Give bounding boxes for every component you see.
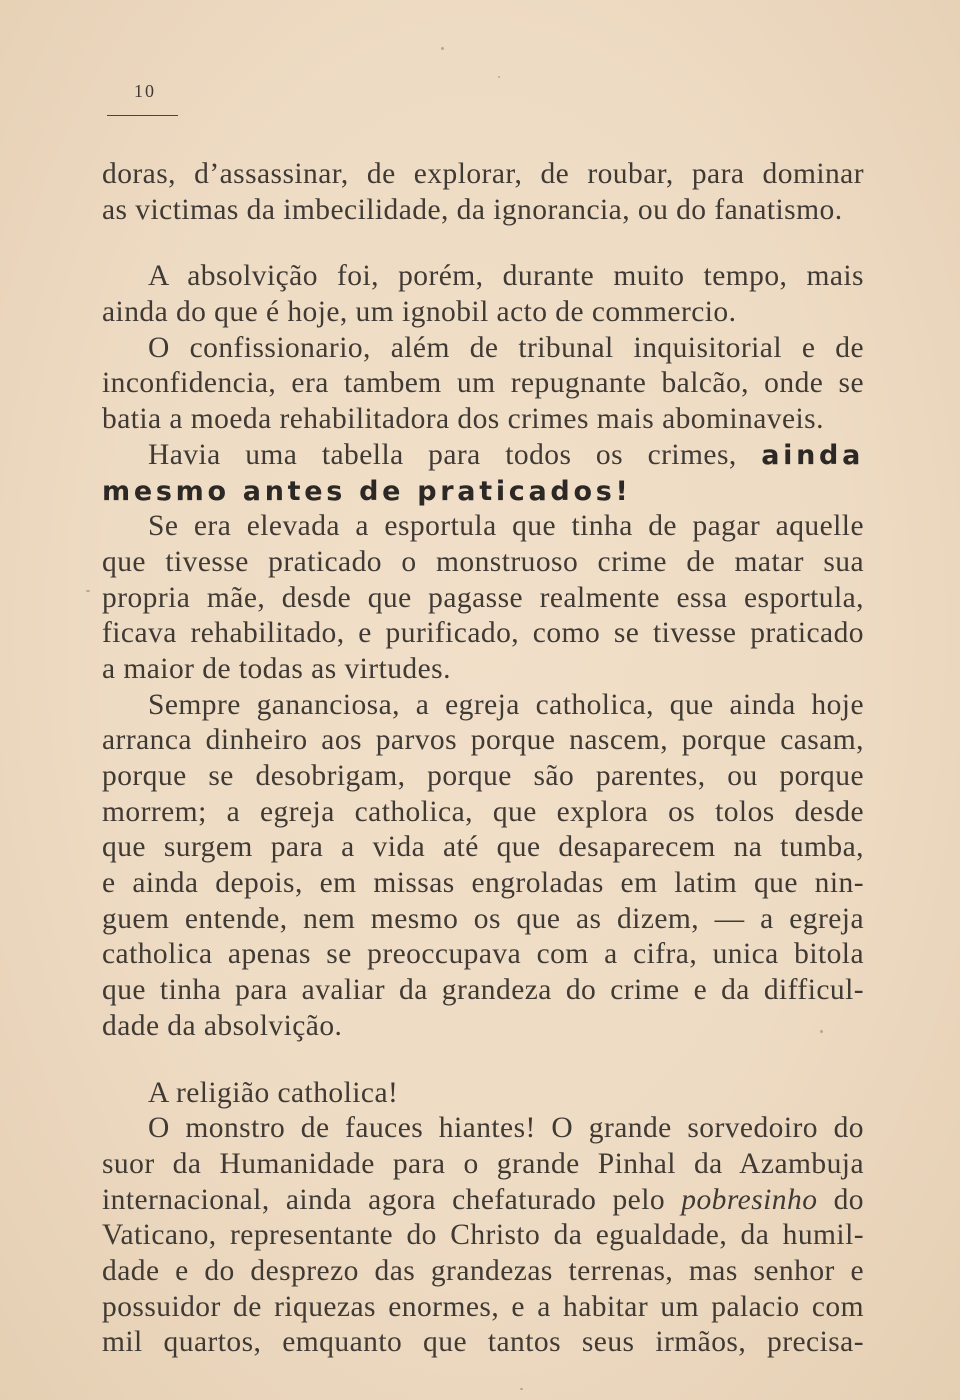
text-line: que surgem para a vida até que desaparecem na tumba, — [102, 831, 864, 864]
bold-text: ainda — [761, 439, 865, 471]
paper-speck — [86, 590, 90, 592]
text-line: arranca dinheiro aos parvos porque nascem, porque casam, — [102, 724, 864, 757]
text-line: a maior de todas as virtudes. — [102, 652, 451, 685]
text-line: possuidor de riquezas enormes, e a habitar um palacio com — [102, 1290, 864, 1323]
text-line: morrem; a egreja catholica, que explora os tolos desde — [102, 795, 864, 828]
text-line: O monstro de fauces hiantes! O grande sorvedoiro do — [148, 1112, 864, 1145]
italic-text: pobresinho — [681, 1183, 818, 1216]
text-line: Se era elevada a esportula que tinha de pagar aquelle — [148, 510, 864, 543]
text-line: doras, d’assassinar, de explorar, de roubar, para dominar — [102, 158, 864, 190]
text-line: Sempre gananciosa, a egreja catholica, que ainda hoje — [148, 688, 864, 721]
text-line: A religião catholica! — [148, 1076, 399, 1109]
text-line — [102, 438, 864, 474]
text-line: A absolvição foi, porém, durante muito tempo, mais — [148, 260, 864, 293]
paragraph — [102, 1111, 864, 1361]
text-line: O confissionario, além de tribunal inquisitorial e de — [148, 331, 864, 364]
text-line: catholica apenas se preoccupava com a cifra, unica bitola — [102, 938, 864, 971]
paragraph — [102, 688, 864, 1045]
page-body — [102, 157, 864, 1361]
text-line: propria mãe, desde que pagasse realmente essa esportula, — [102, 581, 864, 614]
text-line: que tinha para avaliar da grandeza do crime e da difficul- — [102, 974, 864, 1007]
text-line: as victimas da imbecilidade, da ignorancia, ou do fanatismo. — [102, 193, 843, 226]
text-line: porque se desobrigam, porque são parentes, ou porque — [102, 760, 864, 792]
paragraph — [102, 509, 864, 687]
page-number: 10 — [134, 81, 156, 101]
paragraph — [102, 438, 864, 509]
bold-text-line: mesmo antes de praticados! — [102, 475, 632, 507]
text-line: batia a moeda rehabilitadora dos crimes mais abominaveis. — [102, 403, 824, 436]
text-line: Vaticano, representante do Christo da egualdade, da humil- — [102, 1219, 864, 1252]
text-line: ainda do que é hoje, um ignobil acto de commercio. — [102, 296, 737, 329]
paper-speck — [520, 1388, 523, 1390]
text-line: dade da absolvição. — [102, 1009, 343, 1042]
header-rule — [107, 115, 178, 116]
text-line: ficava rehabilitado, e purificado, como se tivesse praticado — [102, 617, 864, 650]
text-line — [102, 1183, 864, 1219]
text-segment: internacional, ainda agora chefaturado pelo — [102, 1183, 666, 1216]
text-line: guem entende, nem mesmo os que as dizem, — a egreja — [102, 902, 864, 935]
paragraph — [102, 157, 864, 228]
paper-speck — [498, 76, 500, 78]
text-line: dade e do desprezo das grandezas terrenas, mas senhor e — [102, 1254, 864, 1287]
text-line: inconfidencia, era tambem um repugnante balcão, onde se — [102, 367, 864, 400]
paragraph — [102, 331, 864, 438]
text-line: suor da Humanidade para o grande Pinhal da Azambuja — [102, 1147, 864, 1180]
paper-speck — [441, 47, 444, 50]
paragraph — [102, 1076, 864, 1112]
text-line: e ainda depois, em missas engroladas em latim que nin- — [102, 867, 864, 900]
text-line: que tivesse praticado o monstruoso crime de matar sua — [102, 545, 864, 578]
text-line: mil quartos, emquanto que tantos seus irmãos, precisa- — [102, 1326, 864, 1359]
text-segment: do — [833, 1183, 864, 1216]
text-segment: Havia uma tabella para todos os crimes, — [148, 438, 737, 471]
paragraph — [102, 259, 864, 330]
